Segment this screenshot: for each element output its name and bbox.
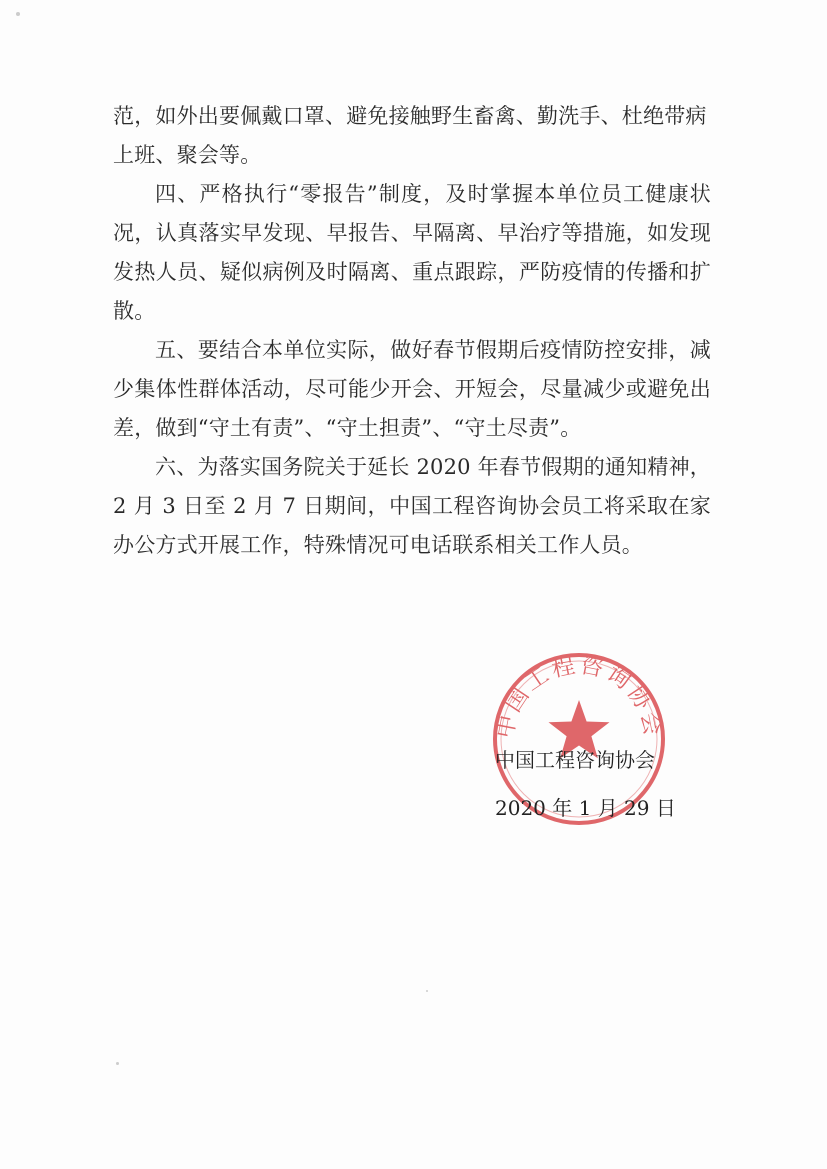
paragraph-5: 五、要结合本单位实际，做好春节假期后疫情防控安排，减少集体性群体活动，尽可能少开会、开短会，尽量减少或避免出差，做到“守土有责”、“守土担责”、“守土尽责”。 [113, 338, 711, 440]
paragraph-line: 上班、聚会等。 [113, 143, 262, 167]
scan-speck [116, 1062, 119, 1065]
scan-speck [426, 990, 428, 992]
paragraph-line: 范，如外出要佩戴口罩、避免接触野生畜禽、勤洗手、杜绝带病 [113, 104, 707, 128]
paragraph-4: 四、严格执行“零报告”制度，及时掌握本单位员工健康状况，认真落实早发现、早报告、早隔离、早治疗等措施，如发现发热人员、疑似病例及时隔离、重点跟踪，严防疫情的传播和扩散。 [113, 182, 711, 323]
scan-speck [16, 12, 20, 16]
paragraph-3-continued [113, 97, 711, 175]
seal-text-path: 中国工程咨询协会 [492, 652, 666, 741]
signature-date: 2020 年 1 月 29 日 [495, 796, 676, 820]
document-body [113, 97, 711, 565]
signature-organization: 中国工程咨询协会 [495, 748, 655, 772]
paragraph-6: 六、为落实国务院关于延长 2020 年春节假期的通知精神，2 月 3 日至 2 月 7 日期间，中国工程咨询协会员工将采取在家办公方式开展工作，特殊情况可电话联系相关工作人员。 [113, 455, 711, 557]
